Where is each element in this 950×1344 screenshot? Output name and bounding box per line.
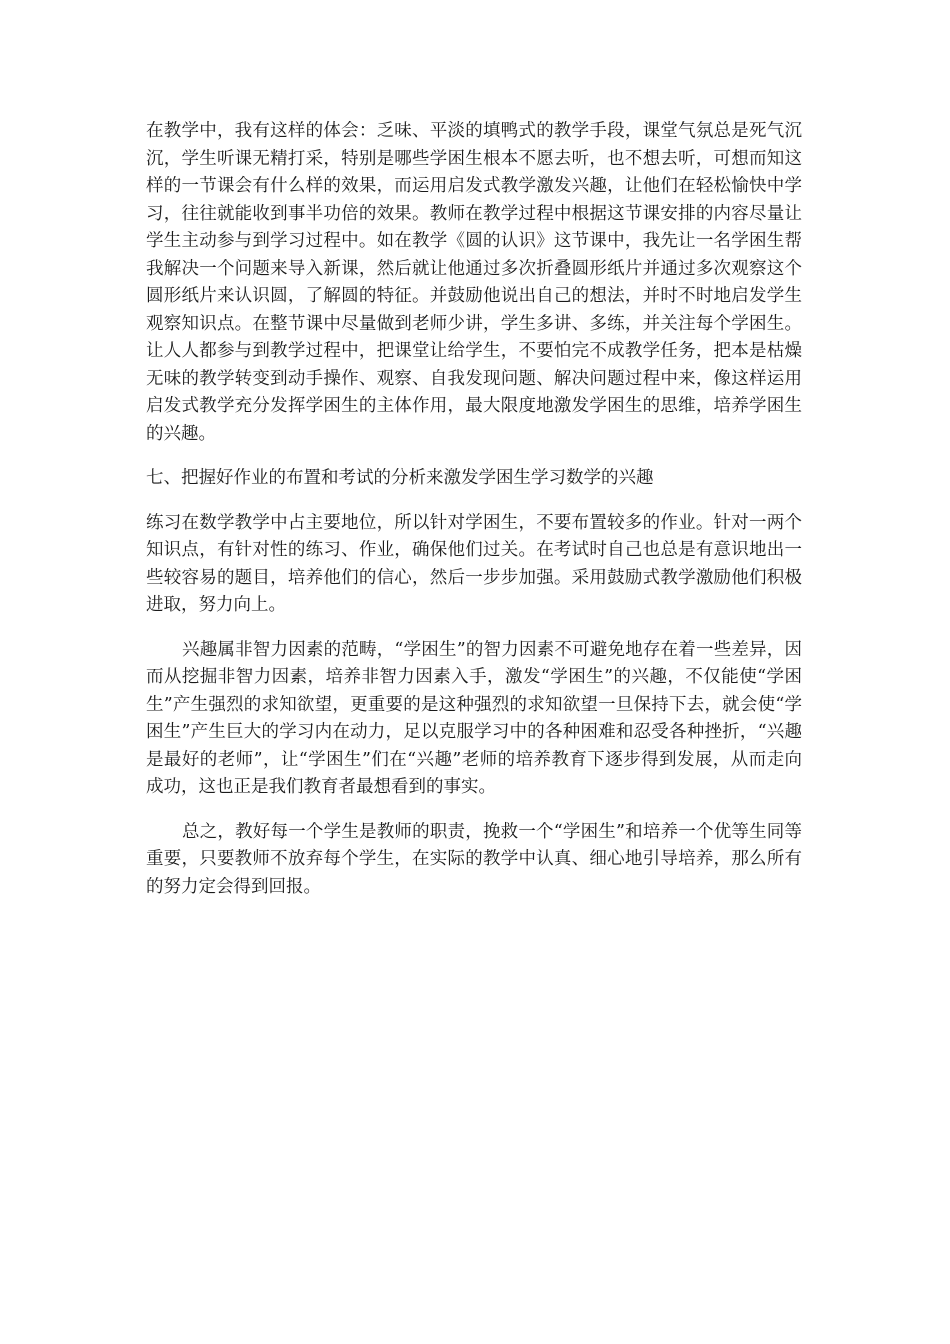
document-body — [146, 118, 802, 918]
section-heading-7: 七、把握好作业的布置和考试的分析来激发学困生学习数学的兴趣 — [146, 468, 654, 488]
paragraph-conclusion: 总之，教好每一个学生是教师的职责，挽救一个“学困生”和培养一个优等生同等重要，只要教师不放弃每个学生，在实际的教学中认真、细心地引导培养，那么所有的努力定会得到回报。 — [146, 821, 802, 897]
paragraph-teaching-experience: 在教学中，我有这样的体会：乏味、平淡的填鸭式的教学手段，课堂气氛总是死气沉沉，学生听课无精打采，特别是哪些学困生根本不愿去听，也不想去听，可想而知这样的一节课会有什么样的效果，而运用启发式教学激发兴趣，让他们在轻松愉快中学习，往往就能收到事半功倍的效果。教师在教学过程中根据这节课安排的内容尽量让学生主动参与到学习过程中。如在教学《圆的认识》这节课中，我先让一名学困生帮我解决一个问题来导入新课，然后就让他通过多次折叠圆形纸片并通过多次观察这个圆形纸片来认识圆，了解圆的特征。并鼓励他说出自己的想法，并时不时地启发学生观察知识点。在整节课中尽量做到老师少讲，学生多讲、多练，并关注每个学困生。让人人都参与到教学过程中，把课堂让给学生，不要怕完不成教学任务，把本是枯燥无味的教学转变到动手操作、观察、自我发现问题、解决问题过程中来，像这样运用启发式教学充分发挥学困生的主体作用，最大限度地激发学困生的思维，培养学困生的兴趣。 — [146, 121, 802, 444]
paragraph-interest-factors: 兴趣属非智力因素的范畴，“学困生”的智力因素不可避免地存在着一些差异，因而从挖掘非智力因素，培养非智力因素入手，激发“学困生”的兴趣，不仅能使“学困生”产生强烈的求知欲望，更重要的是这种强烈的求知欲望一旦保持下去，就会使“学困生”产生巨大的学习内在动力，足以克服学习中的各种困难和忍受各种挫折，“兴趣是最好的老师”，让“学困生”们在“兴趣”老师的培养教育下逐步得到发展，从而走向成功，这也正是我们教育者最想看到的事实。 — [146, 639, 802, 797]
paragraph-homework-exams: 练习在数学教学中占主要地位，所以针对学困生，不要布置较多的作业。针对一两个知识点，有针对性的练习、作业，确保他们过关。在考试时自己也总是有意识地出一些较容易的题目，培养他们的信心，然后一步步加强。采用鼓励式教学激励他们积极进取，努力向上。 — [146, 512, 802, 615]
